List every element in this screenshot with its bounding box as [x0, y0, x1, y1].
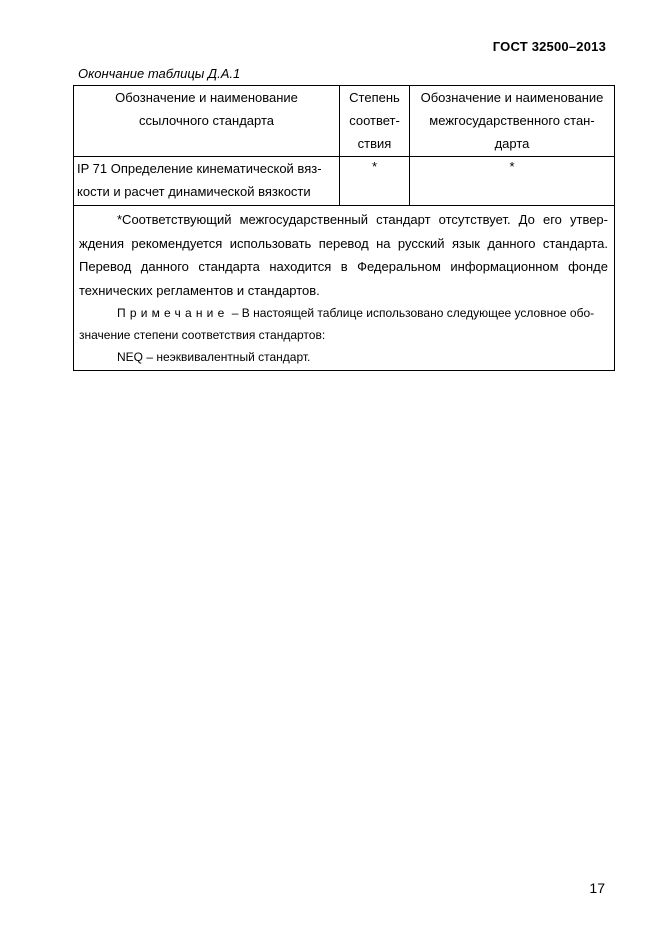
footnote-line: *Соответствующий межгосударственный стандарт отсутствует. До его утвер- — [117, 212, 608, 227]
cell-line: IP 71 Определение кинематической вяз- — [77, 161, 322, 176]
note-line: NEQ – неэквивалентный стандарт. — [117, 350, 311, 364]
header-line: Обозначение и наименование — [420, 90, 604, 105]
table-footnote-row — [74, 206, 615, 371]
cell-reference-standard — [74, 157, 340, 206]
header-cell-reference-standard — [74, 86, 340, 157]
header-cell-conformity-degree — [340, 86, 410, 157]
header-cell-interstate-standard — [410, 86, 615, 157]
cell-conformity-degree: * — [340, 157, 410, 206]
header-line: соответ- — [349, 113, 400, 128]
reference-standards-table — [73, 85, 615, 371]
header-line: Степень — [349, 90, 400, 105]
note-label: Примечание — [117, 306, 229, 320]
header-line: ствия — [357, 136, 392, 151]
footnote-cell — [74, 206, 615, 371]
note-line — [79, 302, 608, 324]
header-line: дарта — [494, 136, 530, 151]
page-number: 17 — [589, 880, 605, 896]
header-line: ссылочного стандарта — [138, 113, 274, 128]
table-caption: Окончание таблицы Д.А.1 — [78, 66, 241, 81]
header-line: межгосударственного стан- — [429, 113, 595, 128]
footnote-line: Перевод данного стандарта находится в Федеральном информационном фонде — [79, 259, 608, 274]
cell-interstate-standard: * — [410, 157, 615, 206]
cell-line: кости и расчет динамической вязкости — [77, 184, 311, 199]
footnote-line: ждения рекомендуется использовать перевод на русский язык данного стандарта. — [79, 235, 608, 251]
table-row — [74, 157, 615, 206]
document-code: ГОСТ 32500–2013 — [492, 39, 606, 54]
header-line: Обозначение и наименование — [115, 90, 298, 105]
note-text: – В настоящей таблице использовано следующее условное обо- — [228, 306, 595, 320]
table-header-row — [74, 86, 615, 157]
footnote-line: технических регламентов и стандартов. — [79, 282, 320, 298]
note-line: значение степени соответствия стандартов: — [79, 328, 326, 342]
